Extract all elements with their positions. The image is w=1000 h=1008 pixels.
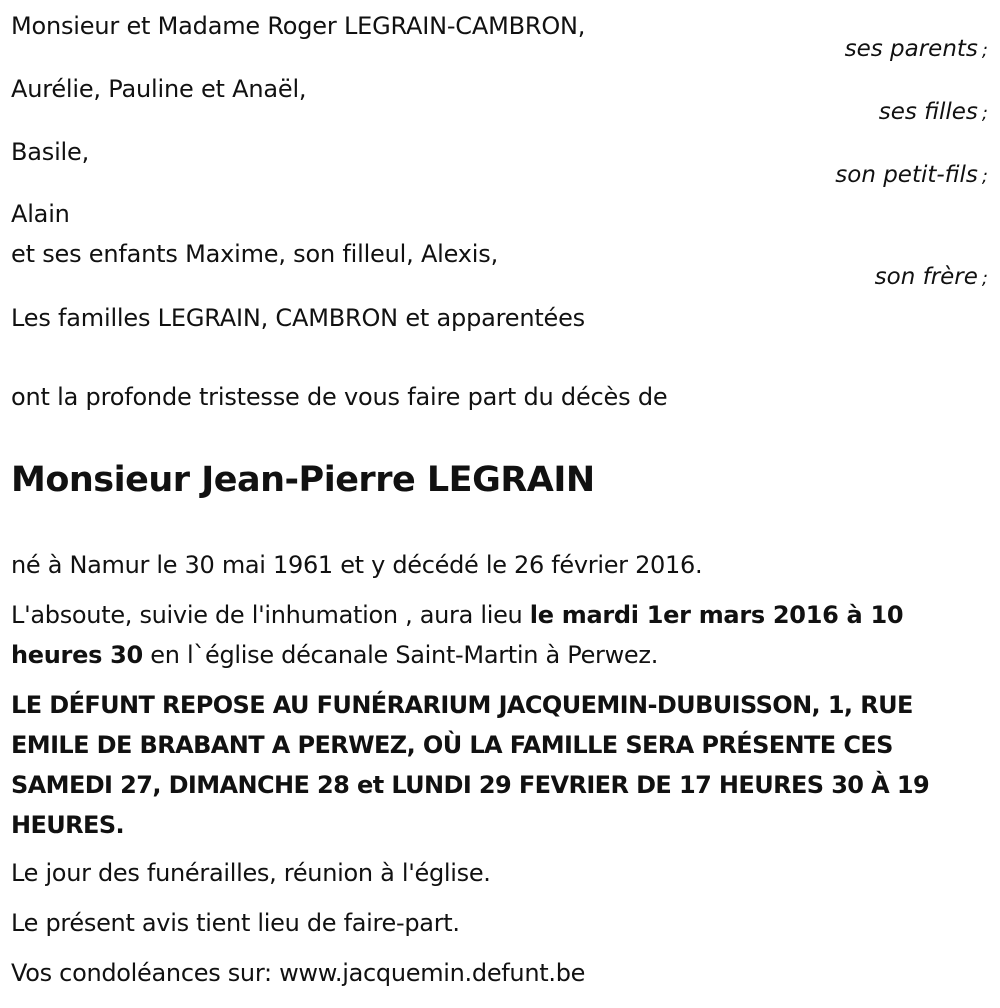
family-grandson-role xyxy=(835,160,988,192)
role-separator: ; xyxy=(981,103,988,124)
ceremony-datetime: le mardi 1er mars 2016 à 10 heures 30 xyxy=(11,601,904,669)
ceremony-intro: L'absoute, suivie de l'inhumation , aura lieu xyxy=(11,601,530,629)
family-brother-role xyxy=(875,262,988,294)
family-brother-name: Alain xyxy=(11,200,70,228)
family-parents-name: Monsieur et Madame Roger LEGRAIN-CAMBRON, xyxy=(11,12,586,40)
family-parents-role xyxy=(845,34,988,66)
deceased-name: Monsieur Jean-Pierre LEGRAIN xyxy=(11,460,595,500)
ceremony-text xyxy=(11,595,991,675)
family-brother-children: et ses enfants Maxime, son filleul, Alexis, xyxy=(11,240,498,268)
role-label: son petit-fils xyxy=(835,162,978,188)
family-daughters-name: Aurélie, Pauline et Anaël, xyxy=(11,75,307,103)
family-grandson-name: Basile, xyxy=(11,138,90,166)
family-daughters-role xyxy=(879,97,988,129)
birth-death-text: né à Namur le 30 mai 1961 et y décédé le 26 février 2016. xyxy=(11,551,703,579)
condolences-link[interactable]: Vos condoléances sur: www.jacquemin.defunt.be xyxy=(11,959,586,987)
visitation-text: LE DÉFUNT REPOSE AU FUNÉRARIUM JACQUEMIN-DUBUISSON, 1, RUE EMILE DE BRABANT A PERWEZ, OÙ LA FAMILLE SERA PRÉSENTE CES SAMEDI 27, DIMANCHE 28 et LUNDI 29 FEVRIER DE 17 HEURES 30 À 19 HEURES. xyxy=(11,691,930,839)
role-label: ses filles xyxy=(878,99,978,125)
ceremony-location: en l`église décanale Saint-Martin à Perwez. xyxy=(142,641,659,669)
announcement-text: ont la profonde tristesse de vous faire part du décès de xyxy=(11,383,668,411)
gathering-text: Le jour des funérailles, réunion à l'église. xyxy=(11,859,491,887)
notice-text: Le présent avis tient lieu de faire-part. xyxy=(11,909,460,937)
family-relatives: Les familles LEGRAIN, CAMBRON et apparentées xyxy=(11,304,585,332)
role-separator: ; xyxy=(981,268,988,289)
role-label: son frère xyxy=(874,264,978,290)
role-separator: ; xyxy=(981,166,988,187)
role-separator: ; xyxy=(981,40,988,61)
role-label: ses parents xyxy=(844,36,978,62)
